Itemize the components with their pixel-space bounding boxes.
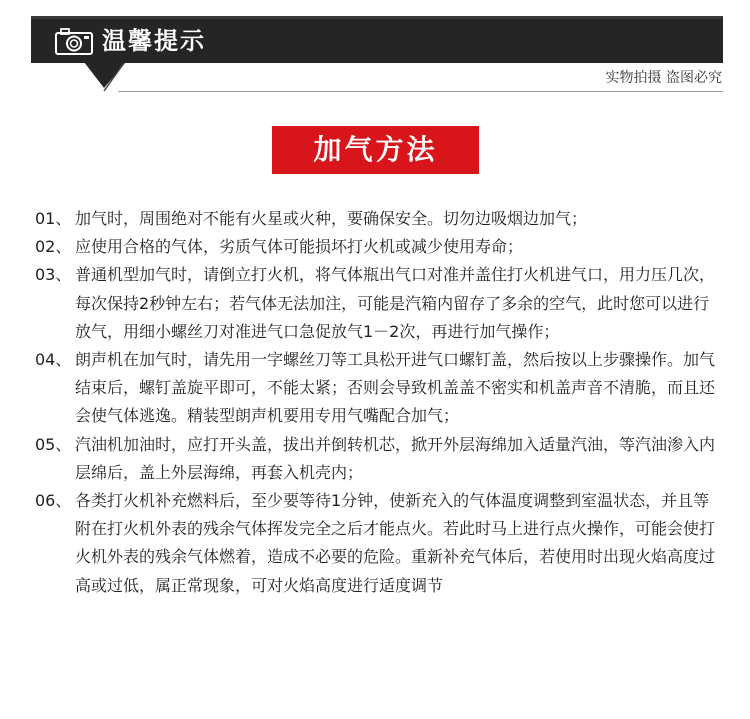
item-number: 02、 — [35, 237, 72, 257]
item-text: 朗声机在加气时，请先用一字螺丝刀等工具松开进气口螺钉盖，然后按以上步骤操作。加气结束后，螺钉盖旋平即可，不能太紧；否则会导致机盖盖不密实和机盖声音不清脆，而且还会使气体逃逸。精装型朗声机要用专用气嘴配合加气； — [75, 350, 716, 426]
list-item — [35, 233, 725, 261]
item-text: 各类打火机补充燃料后，至少要等待1分钟，使新充入的气体温度调整到室温状态，并且等附在打火机外表的残余气体挥发完全之后才能点火。若此时马上进行点火操作，可能会使打火机外表的残余气体燃着，造成不必要的危险。重新补充气体后，若使用时出现火焰高度过高或过低，属正常现象，可对火焰高度进行适度调节 — [75, 491, 716, 595]
section-title: 加气方法 — [272, 126, 479, 174]
list-item — [35, 487, 725, 600]
item-number: 05、 — [35, 434, 72, 454]
item-number: 06、 — [35, 491, 72, 511]
list-item — [35, 261, 725, 346]
instruction-list — [35, 205, 725, 600]
item-text: 汽油机加油时，应打开头盖，拔出并倒转机芯，掀开外层海绵加入适量汽油，等汽油渗入内层绵后，盖上外层海绵，再套入机壳内； — [75, 434, 716, 482]
item-text: 加气时，周围绝对不能有火星或火种，要确保安全。切勿边吸烟边加气； — [75, 209, 588, 228]
item-text: 普通机型加气时，请倒立打火机，将气体瓶出气口对准并盖住打火机进气口，用力压几次，每次保持2秒钟左右；若气体无法加注，可能是汽箱内留存了多余的空气，此时您可以进行放气，用细小螺丝刀对准进气口急促放气1－2次，再进行加气操作； — [75, 265, 716, 341]
header-title: 温馨提示 — [102, 27, 206, 55]
header-note: 实物拍摄 盗图必究 — [605, 70, 722, 86]
item-text: 应使用合格的气体，劣质气体可能损坏打火机或减少使用寿命； — [75, 237, 524, 257]
header-underline — [118, 91, 723, 92]
item-number: 03、 — [35, 265, 72, 285]
list-item — [35, 431, 725, 487]
header-tail-decoration — [82, 62, 130, 92]
camera-icon — [54, 26, 94, 56]
item-number: 04、 — [35, 350, 72, 370]
item-number: 01、 — [35, 209, 72, 228]
list-item — [35, 346, 725, 431]
list-item — [35, 205, 725, 233]
